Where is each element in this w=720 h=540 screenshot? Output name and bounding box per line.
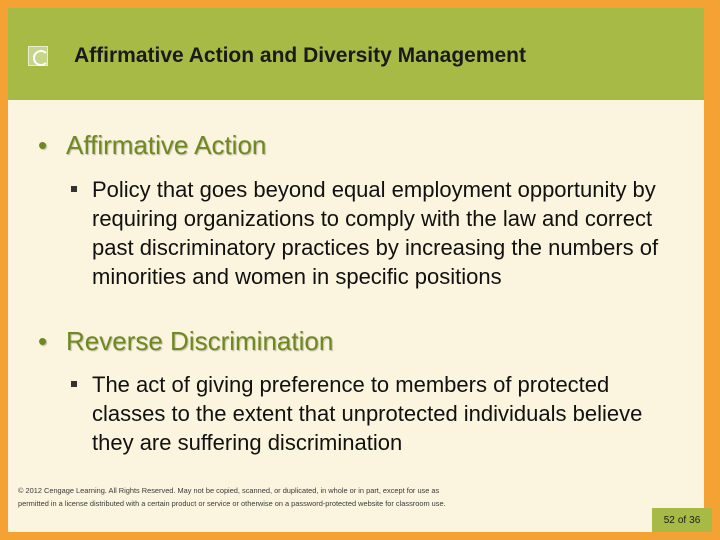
title-bar xyxy=(8,8,704,100)
slide xyxy=(8,8,712,532)
frame-strip xyxy=(704,8,712,532)
bullet-heading-text: Affirmative Action xyxy=(66,130,267,160)
bullet-heading-reverse-discrimination xyxy=(38,326,333,357)
bullet-dot-icon: • xyxy=(38,326,48,356)
sub-bullet-text: The act of giving preference to members of protected classes to the extent that unprotected individuals believe they are suffering discrimination xyxy=(92,372,643,455)
copyright-footer xyxy=(18,484,578,510)
square-bullet-icon xyxy=(71,186,77,192)
sub-bullet-policy xyxy=(92,175,672,291)
circle-icon xyxy=(28,46,48,66)
bullet-heading-affirmative-action xyxy=(38,130,266,161)
copyright-line-2: permitted in a license distributed with a certain product or service or otherwise on a password-protected website for classroom use. xyxy=(18,499,446,508)
bullet-heading-text: Reverse Discrimination xyxy=(66,326,334,356)
page-current: 52 xyxy=(663,514,675,526)
slide-title: Affirmative Action and Diversity Management xyxy=(74,44,526,67)
square-bullet-icon xyxy=(71,381,77,387)
copyright-line-1: © 2012 Cengage Learning. All Rights Reserved. May not be copied, scanned, or duplicated, in whole or in part, except for use as xyxy=(18,486,440,495)
sub-bullet-text: Policy that goes beyond equal employment opportunity by requiring organizations to comply with the law and correct past discriminatory practices by increasing the numbers of minorities and women in specific positions xyxy=(92,177,659,289)
page-total: 36 xyxy=(689,514,701,526)
page-of: of xyxy=(677,514,687,526)
page-number-badge xyxy=(652,508,712,532)
sub-bullet-act xyxy=(92,370,672,457)
bullet-dot-icon: • xyxy=(38,130,48,160)
